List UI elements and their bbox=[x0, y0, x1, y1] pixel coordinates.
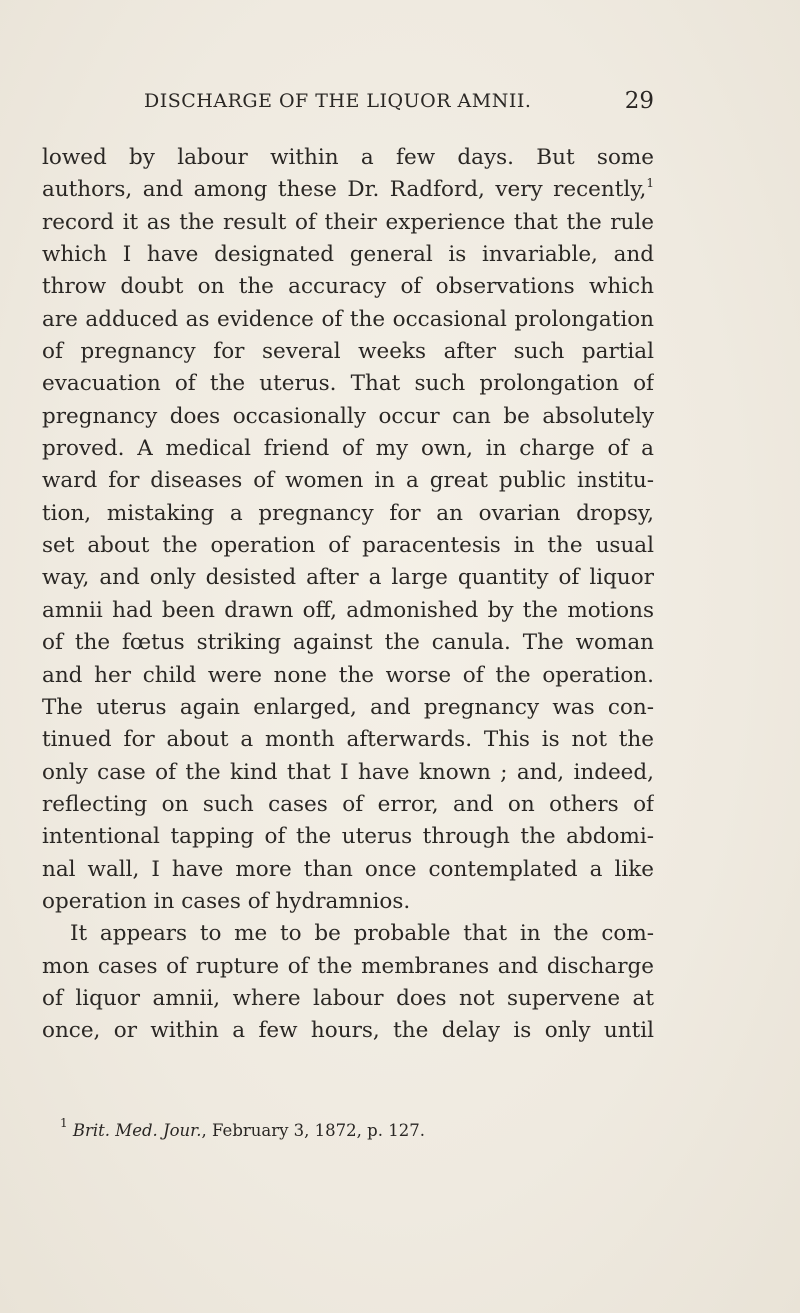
text-line: tinued for about a month afterwards. This is not the bbox=[42, 727, 654, 753]
text-line: way, and only desisted after a large quantity of liquor bbox=[42, 565, 654, 591]
text-line: ward for diseases of women in a great public institu- bbox=[42, 468, 654, 494]
text-line: nal wall, I have more than once contemplated a like bbox=[42, 856, 654, 882]
text-line: throw doubt on the accuracy of observations which bbox=[42, 274, 654, 300]
footnote bbox=[60, 1116, 654, 1142]
footnote-marker: 1 bbox=[60, 1116, 68, 1130]
text-line: which I have designated general is invariable, and bbox=[42, 242, 654, 268]
text-line: tion, mistaking a pregnancy for an ovarian dropsy, bbox=[42, 500, 654, 526]
text-line: proved. A medical friend of my own, in charge of a bbox=[42, 436, 654, 462]
text-line: once, or within a few hours, the delay is only until bbox=[42, 1018, 654, 1044]
text-line-content: authors, and among these Dr. Radford, very recently, bbox=[42, 177, 647, 203]
paragraph-start-line: It appears to me to be probable that in the com- bbox=[70, 921, 654, 947]
footnote-citation: , February 3, 1872, p. 127. bbox=[201, 1121, 425, 1140]
text-line: pregnancy does occasionally occur can be absolutely bbox=[42, 403, 654, 429]
text-line: The uterus again enlarged, and pregnancy was con- bbox=[42, 694, 654, 720]
text-line: are adduced as evidence of the occasional prolongation bbox=[42, 306, 654, 332]
text-line: of the fœtus striking against the canula. The woman bbox=[42, 630, 654, 656]
text-line: of pregnancy for several weeks after such partial bbox=[42, 339, 654, 365]
body-text bbox=[42, 142, 654, 1048]
paragraph-end-line: operation in cases of hydramnios. bbox=[42, 888, 411, 914]
text-line: evacuation of the uterus. That such prolongation of bbox=[42, 371, 654, 397]
text-line: intentional tapping of the uterus through the abdomi- bbox=[42, 824, 654, 850]
text-line-with-note bbox=[42, 174, 654, 206]
page-number: 29 bbox=[624, 88, 654, 114]
text-line: reflecting on such cases of error, and on others of bbox=[42, 791, 654, 817]
footnote-journal: Brit. Med. Jour. bbox=[72, 1121, 202, 1140]
text-line: lowed by labour within a few days. But some bbox=[42, 145, 654, 170]
running-head bbox=[42, 88, 654, 118]
text-line: only case of the kind that I have known ; and, indeed, bbox=[42, 759, 654, 785]
text-line: mon cases of rupture of the membranes and discharge bbox=[42, 953, 654, 979]
footnote-reference: 1 bbox=[646, 176, 654, 191]
running-title: DISCHARGE OF THE LIQUOR AMNII. bbox=[144, 90, 532, 112]
text-line: of liquor amnii, where labour does not supervene at bbox=[42, 985, 654, 1011]
text-line: record it as the result of their experience that the rule bbox=[42, 209, 654, 235]
text-line: set about the operation of paracentesis in the usual bbox=[42, 533, 654, 559]
text-line: amnii had been drawn off, admonished by the motions bbox=[42, 597, 654, 623]
text-line: and her child were none the worse of the operation. bbox=[42, 662, 654, 688]
